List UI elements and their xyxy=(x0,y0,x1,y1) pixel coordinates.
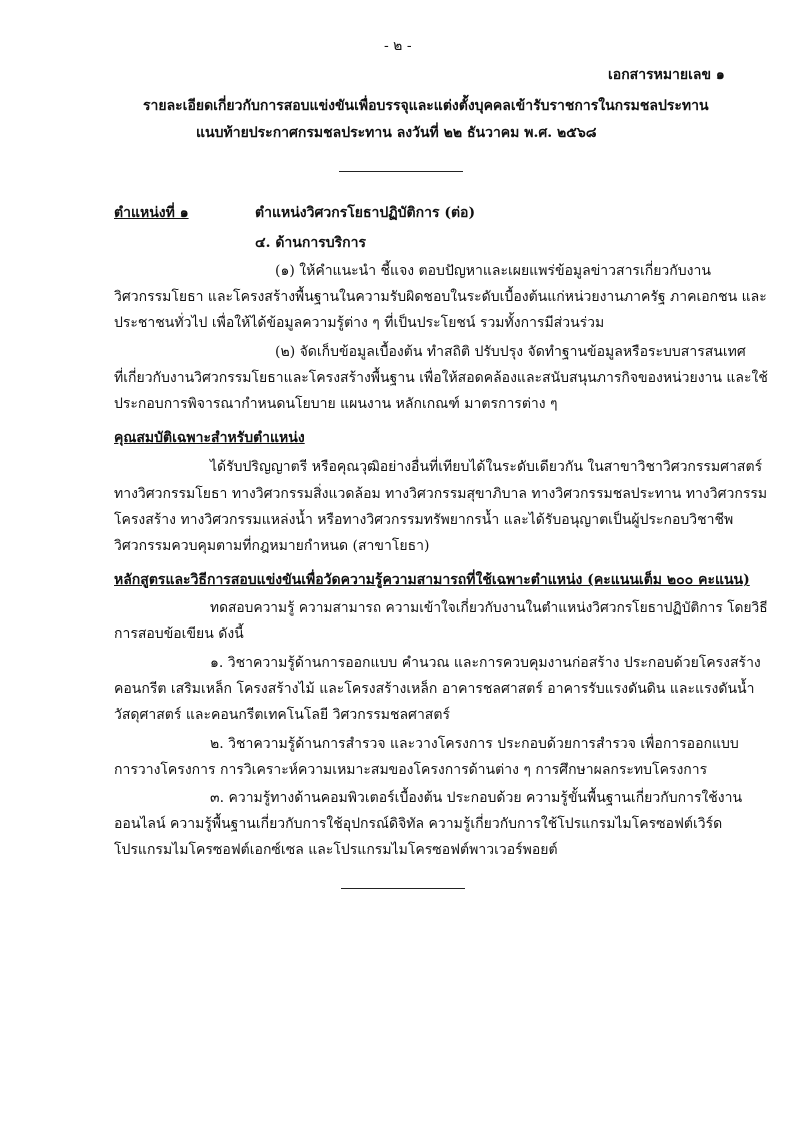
position-label: ตำแหน่งที่ ๑ xyxy=(114,205,189,221)
end-divider xyxy=(341,888,465,889)
exam-subject-2-line-2: การวางโครงการ การวิเคราะห์ความเหมาะสมของโครงการด้านต่าง ๆ การศึกษาผลกระทบโครงการ xyxy=(114,762,708,778)
qualifications-line-1: ได้รับปริญญาตรี หรือคุณวุฒิอย่างอื่นที่เทียบได้ในระดับเดียวกัน ในสาขาวิชาวิศวกรรมศาสตร์ xyxy=(210,459,763,475)
document-reference: เอกสารหมายเลข ๑ xyxy=(608,67,725,83)
service-item-1-line-1: (๑) ให้คำแนะนำ ชี้แจง ตอบปัญหาและเผยแพร่ข้อมูลข่าวสารเกี่ยวกับงาน xyxy=(275,263,711,279)
page-number: - ๒ - xyxy=(384,38,412,54)
service-item-2-line-3: ประกอบการพิจารณากำหนดนโยบาย แผนงาน หลักเกณฑ์ มาตรการต่าง ๆ xyxy=(114,396,558,412)
exam-subject-3-line-2: ออนไลน์ ความรู้พื้นฐานเกี่ยวกับการใช้อุปกรณ์ดิจิทัล ความรู้เกี่ยวกับการใช้โปรแกรมไมโครซอฟต์เวิร์ด xyxy=(114,816,723,832)
service-item-1-line-3: ประชาชนทั่วไป เพื่อให้ได้ข้อมูลความรู้ต่าง ๆ ที่เป็นประโยชน์ รวมทั้งการมีส่วนร่วม xyxy=(114,315,605,331)
exam-intro-line-2: การสอบข้อเขียน ดังนี้ xyxy=(114,626,244,642)
service-item-2-line-2: ที่เกี่ยวกับงานวิศวกรรมโยธาและโครงสร้างพื้นฐาน เพื่อให้สอดคล้องและสนับสนุนภารกิจของหน่วยงาน และใช้ xyxy=(114,370,768,386)
qualifications-line-3: โครงสร้าง ทางวิศวกรรมแหล่งน้ำ หรือทางวิศวกรรมทรัพยากรน้ำ และได้รับอนุญาตเป็นผู้ประกอบวิชาชีพ xyxy=(114,512,734,528)
service-heading: ๔. ด้านการบริการ xyxy=(255,235,366,251)
exam-subject-1-line-1: ๑. วิชาความรู้ด้านการออกแบบ คำนวณ และการควบคุมงานก่อสร้าง ประกอบด้วยโครงสร้าง xyxy=(210,655,761,671)
position-name: ตำแหน่งวิศวกรโยธาปฏิบัติการ (ต่อ) xyxy=(255,205,476,221)
exam-subject-1-line-3: วัสดุศาสตร์ และคอนกรีตเทคโนโลยี วิศวกรรมชลศาสตร์ xyxy=(114,707,450,723)
exam-intro-line-1: ทดสอบความรู้ ความสามารถ ความเข้าใจเกี่ยวกับงานในตำแหน่งวิศวกรโยธาปฏิบัติการ โดยวิธี xyxy=(210,600,768,616)
exam-subject-3-line-3: โปรแกรมไมโครซอฟต์เอกซ์เซล และโปรแกรมไมโครซอฟต์พาวเวอร์พอยต์ xyxy=(114,842,558,858)
qualifications-line-4: วิศวกรรมควบคุมตามที่กฎหมายกำหนด (สาขาโยธา) xyxy=(114,538,430,554)
qualifications-line-2: ทางวิศวกรรมโยธา ทางวิศวกรรมสิ่งแวดล้อม ทางวิศวกรรมสุขาภิบาล ทางวิศวกรรมชลประทาน ทางวิศวกรรม xyxy=(114,486,768,502)
exam-subject-2-line-1: ๒. วิชาความรู้ด้านการสำรวจ และวางโครงการ ประกอบด้วยการสำรวจ เพื่อการออกแบบ xyxy=(210,736,739,752)
service-item-2-line-1: (๒) จัดเก็บข้อมูลเบื้องต้น ทำสถิติ ปรับปรุง จัดทำฐานข้อมูลหรือระบบสารสนเทศ xyxy=(275,344,746,360)
exam-heading: หลักสูตรและวิธีการสอบแข่งขันเพื่อวัดความรู้ความสามารถที่ใช้เฉพาะตำแหน่ง (คะแนนเต็ม ๒๐๐ คะแนน) xyxy=(114,572,750,588)
qualifications-heading: คุณสมบัติเฉพาะสำหรับตำแหน่ง xyxy=(114,430,305,446)
exam-subject-1-line-2: คอนกรีต เสริมเหล็ก โครงสร้างไม้ และโครงสร้างเหล็ก อาคารชลศาสตร์ อาคารรับแรงดันดิน และแรงดันน้ำ xyxy=(114,681,755,697)
document-title: รายละเอียดเกี่ยวกับการสอบแข่งขันเพื่อบรรจุและแต่งตั้งบุคคลเข้ารับราชการในกรมชลประทาน xyxy=(143,98,709,114)
exam-subject-3-line-1: ๓. ความรู้ทางด้านคอมพิวเตอร์เบื้องต้น ประกอบด้วย ความรู้ขั้นพื้นฐานเกี่ยวกับการใช้งาน xyxy=(210,790,743,806)
title-divider xyxy=(339,171,463,172)
service-item-1-line-2: วิศวกรรมโยธา และโครงสร้างพื้นฐานในความรับผิดชอบในระดับเบื้องต้นแก่หน่วยงานภาครัฐ ภาคเอกชน และ xyxy=(114,289,767,305)
document-subtitle: แนบท้ายประกาศกรมชลประทาน ลงวันที่ ๒๒ ธันวาคม พ.ศ. ๒๕๖๘ xyxy=(196,125,597,141)
